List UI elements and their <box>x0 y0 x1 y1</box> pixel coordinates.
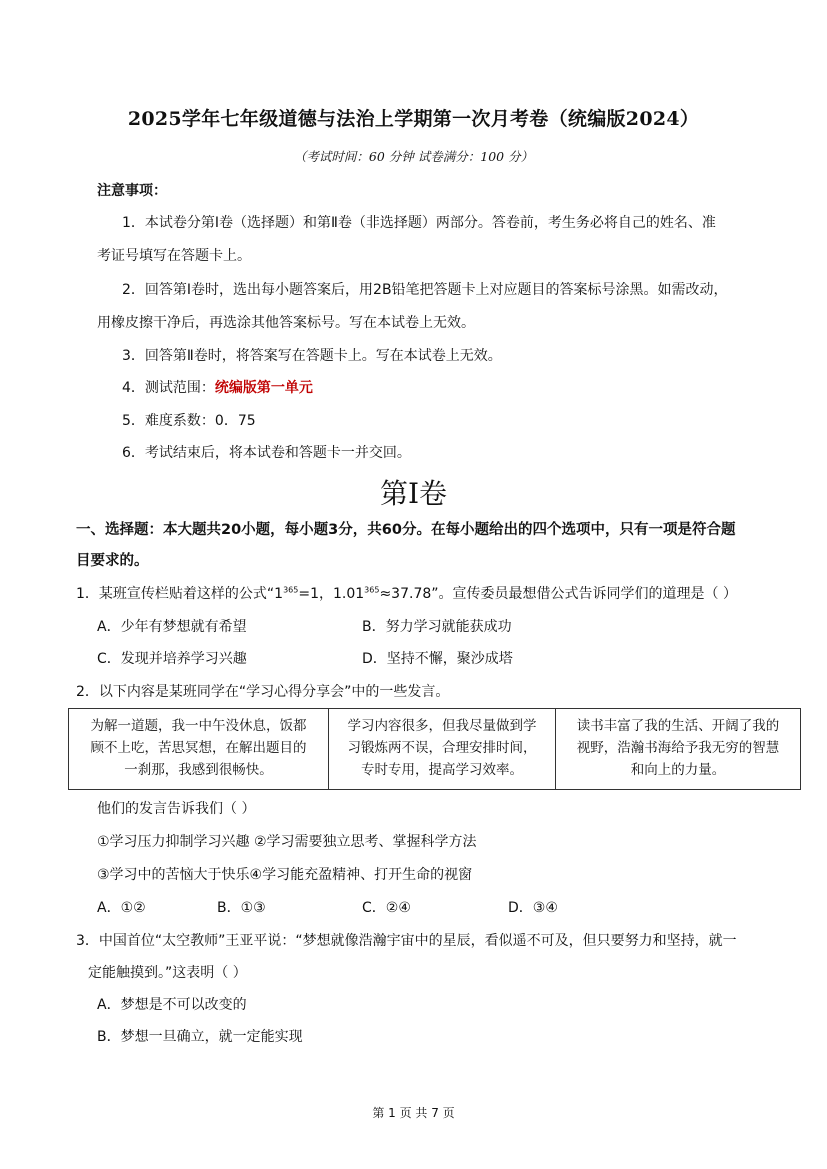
q1-option-b: B．努力学习就能获成功 <box>362 619 512 635</box>
notice-item-2-line-1: 2．回答第Ⅰ卷时，选出每小题答案后，用2B铅笔把答题卡上对应题目的答案标号涂黑。如需改动， <box>122 282 728 298</box>
q2-option-b: B．①③ <box>217 900 266 916</box>
q3-option-a: A．梦想是不可以改变的 <box>97 997 247 1013</box>
q1-option-c: C．发现并培养学习兴趣 <box>97 651 247 667</box>
section-instruction-line-2: 目要求的。 <box>76 553 149 569</box>
notice-heading: 注意事项： <box>97 183 167 199</box>
quote-2-line-1: 学习内容很多，但我尽量做到学 <box>347 718 537 734</box>
q2-statements-2: ③学习中的苦恼大于快乐④学习能充盈精神、打开生命的视窗 <box>97 867 473 883</box>
q1-stem-prefix: 1．某班宣传栏贴着这样的公式“1 <box>76 586 284 602</box>
quote-2-line-2: 习锻炼两不误，合理安排时间， <box>347 740 537 756</box>
quote-1-line-1: 为解一道题，我一中午没休息，饭都 <box>90 718 307 734</box>
quote-1-line-3: 一刹那，我感到很畅快。 <box>124 762 273 778</box>
notice-item-5: 5．难度系数：0．75 <box>122 413 256 429</box>
q2-option-c: C．②④ <box>362 900 411 916</box>
notice-item-4 <box>122 377 313 397</box>
notice-item-2-line-2: 用橡皮擦干净后，再选涂其他答案标号。写在本试卷上无效。 <box>97 315 475 331</box>
quote-table <box>68 708 801 790</box>
quote-cell-1 <box>69 709 329 790</box>
q1-exponent-1: 365 <box>283 585 299 595</box>
notice-item-1-line-2: 考证号填写在答题卡上。 <box>97 248 251 264</box>
question-1-stem <box>76 583 737 603</box>
test-range: 统编版第一单元 <box>214 380 313 396</box>
quote-3-line-3: 和向上的力量。 <box>630 762 726 778</box>
question-3-stem-line-2: 定能触摸到。”这表明（ ） <box>88 965 247 981</box>
q1-exponent-2: 365 <box>364 585 380 595</box>
quote-1-line-2: 顾不上吃，苦思冥想，在解出题目的 <box>90 740 307 756</box>
page-number: 第 1 页 共 7 页 <box>372 1106 455 1120</box>
q1-option-d: D．坚持不懈，聚沙成塔 <box>362 651 513 667</box>
q1-stem-mid: =1，1.01 <box>298 586 365 602</box>
q2-prompt: 他们的发言告诉我们（ ） <box>97 801 256 817</box>
q2-option-d: D．③④ <box>508 900 558 916</box>
quote-3-line-2: 视野，浩瀚书海给予我无穷的智慧 <box>576 740 780 756</box>
q1-stem-suffix: ≈37.78”。宣传委员最想借公式告诉同学们的道理是（ ） <box>379 586 737 602</box>
notice-item-1-line-1: 1．本试卷分第Ⅰ卷（选择题）和第Ⅱ卷（非选择题）两部分。答卷前，考生务必将自己的姓名、准 <box>122 215 716 231</box>
q2-option-a: A．①② <box>97 900 146 916</box>
notice-item-4-prefix: 4．测试范围： <box>122 380 215 396</box>
notice-item-6: 6．考试结束后，将本试卷和答题卡一并交回。 <box>122 445 411 461</box>
quote-cell-2 <box>329 709 556 790</box>
question-3-stem-line-1: 3．中国首位“太空教师”王亚平说：“梦想就像浩瀚宇宙中的星辰，看似遥不可及，但只要努力和坚持，就一 <box>76 933 737 949</box>
question-2-stem: 2．以下内容是某班同学在“学习心得分享会”中的一些发言。 <box>76 684 450 700</box>
exam-title: 2025学年七年级道德与法治上学期第一次月考卷（统编版2024） <box>127 108 700 130</box>
quote-3-line-1: 读书丰富了我的生活、开阔了我的 <box>576 718 780 734</box>
notice-item-3: 3．回答第Ⅱ卷时，将答案写在答题卡上。写在本试卷上无效。 <box>122 348 502 364</box>
section-instruction-line-1: 一、选择题：本大题共20小题，每小题3分，共60分。在每小题给出的四个选项中，只有一项是符合题 <box>76 522 736 538</box>
section-title: 第I卷 <box>379 477 448 510</box>
quote-cell-3 <box>556 709 801 790</box>
quote-2-line-3: 专时专用，提高学习效率。 <box>361 762 523 778</box>
q3-option-b: B．梦想一旦确立，就一定能实现 <box>97 1029 303 1045</box>
q1-option-a: A．少年有梦想就有希望 <box>97 619 247 635</box>
exam-subtitle: （考试时间：60 分钟 试卷满分：100 分） <box>293 149 534 164</box>
q2-statements-1: ①学习压力抑制学习兴趣 ②学习需要独立思考、掌握科学方法 <box>97 834 477 850</box>
